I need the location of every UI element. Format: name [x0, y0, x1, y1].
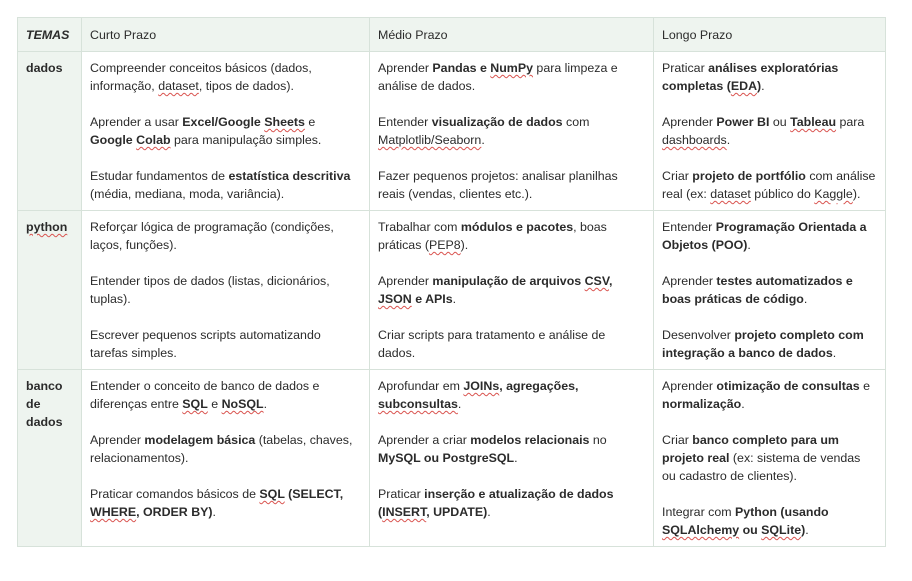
cell-paragraph: Aprender otimização de consultas e normalização.: [662, 379, 870, 411]
cell-paragraph: Integrar com Python (usando SQLAlchemy ou SQLite).: [662, 505, 829, 537]
cell-longo-prazo: [654, 52, 886, 211]
tema-label: python: [18, 211, 82, 370]
cell-medio-prazo: [370, 52, 654, 211]
cell-paragraph: Praticar análises exploratórias completas (EDA).: [662, 61, 839, 93]
cell-curto-prazo: [82, 52, 370, 211]
cell-paragraph: Entender tipos de dados (listas, dicionários, tuplas).: [90, 274, 330, 306]
cell-paragraph: Criar banco completo para um projeto real (ex: sistema de vendas ou cadastro de clientes).: [662, 433, 861, 483]
header-curto-prazo: Curto Prazo: [82, 18, 370, 52]
cell-curto-prazo: [82, 211, 370, 370]
header-longo-prazo: Longo Prazo: [654, 18, 886, 52]
cell-paragraph: Praticar inserção e atualização de dados (INSERT, UPDATE).: [378, 487, 614, 519]
table-row: [18, 52, 886, 211]
table-row: [18, 211, 886, 370]
cell-paragraph: Aprofundar em JOINs, agregações, subconsultas.: [378, 379, 579, 411]
roadmap-table: [17, 17, 886, 547]
cell-paragraph: Aprender modelagem básica (tabelas, chaves, relacionamentos).: [90, 433, 353, 465]
cell-longo-prazo: [654, 211, 886, 370]
cell-paragraph: Aprender a criar modelos relacionais no MySQL ou PostgreSQL.: [378, 433, 607, 465]
cell-paragraph: Trabalhar com módulos e pacotes, boas práticas (PEP8).: [378, 220, 607, 252]
cell-paragraph: Criar scripts para tratamento e análise de dados.: [378, 328, 606, 360]
header-row: [18, 18, 886, 52]
cell-paragraph: Aprender a usar Excel/Google Sheets e Google Colab para manipulação simples.: [90, 115, 322, 147]
cell-medio-prazo: [370, 211, 654, 370]
cell-paragraph: Entender Programação Orientada a Objetos (POO).: [662, 220, 867, 252]
cell-paragraph: Aprender Power BI ou Tableau para dashboards.: [662, 115, 865, 147]
cell-paragraph: Reforçar lógica de programação (condições, laços, funções).: [90, 220, 334, 252]
cell-paragraph: Criar projeto de portfólio com análise real (ex: dataset público do Kaggle).: [662, 169, 876, 201]
header-medio-prazo: Médio Prazo: [370, 18, 654, 52]
cell-paragraph: Estudar fundamentos de estatística descritiva (média, mediana, moda, variância).: [90, 169, 351, 201]
cell-paragraph: Entender visualização de dados com Matplotlib/Seaborn.: [378, 115, 590, 147]
cell-paragraph: Fazer pequenos projetos: analisar planilhas reais (vendas, clientes etc.).: [378, 169, 618, 201]
cell-paragraph: Aprender manipulação de arquivos CSV, JSON e APIs.: [378, 274, 613, 306]
cell-paragraph: Praticar comandos básicos de SQL (SELECT, WHERE, ORDER BY).: [90, 487, 344, 519]
cell-paragraph: Escrever pequenos scripts automatizando tarefas simples.: [90, 328, 321, 360]
tema-label: banco de dados: [18, 370, 82, 547]
cell-paragraph: Desenvolver projeto completo com integração a banco de dados.: [662, 328, 864, 360]
table-row: [18, 370, 886, 547]
cell-paragraph: Aprender Pandas e NumPy para limpeza e análise de dados.: [378, 61, 618, 93]
cell-paragraph: Aprender testes automatizados e boas práticas de código.: [662, 274, 853, 306]
tema-label: dados: [18, 52, 82, 211]
cell-curto-prazo: [82, 370, 370, 547]
cell-medio-prazo: [370, 370, 654, 547]
cell-longo-prazo: [654, 370, 886, 547]
header-temas: TEMAS: [18, 18, 82, 52]
cell-paragraph: Entender o conceito de banco de dados e diferenças entre SQL e NoSQL.: [90, 379, 320, 411]
cell-paragraph: Compreender conceitos básicos (dados, informação, dataset, tipos de dados).: [90, 61, 312, 93]
